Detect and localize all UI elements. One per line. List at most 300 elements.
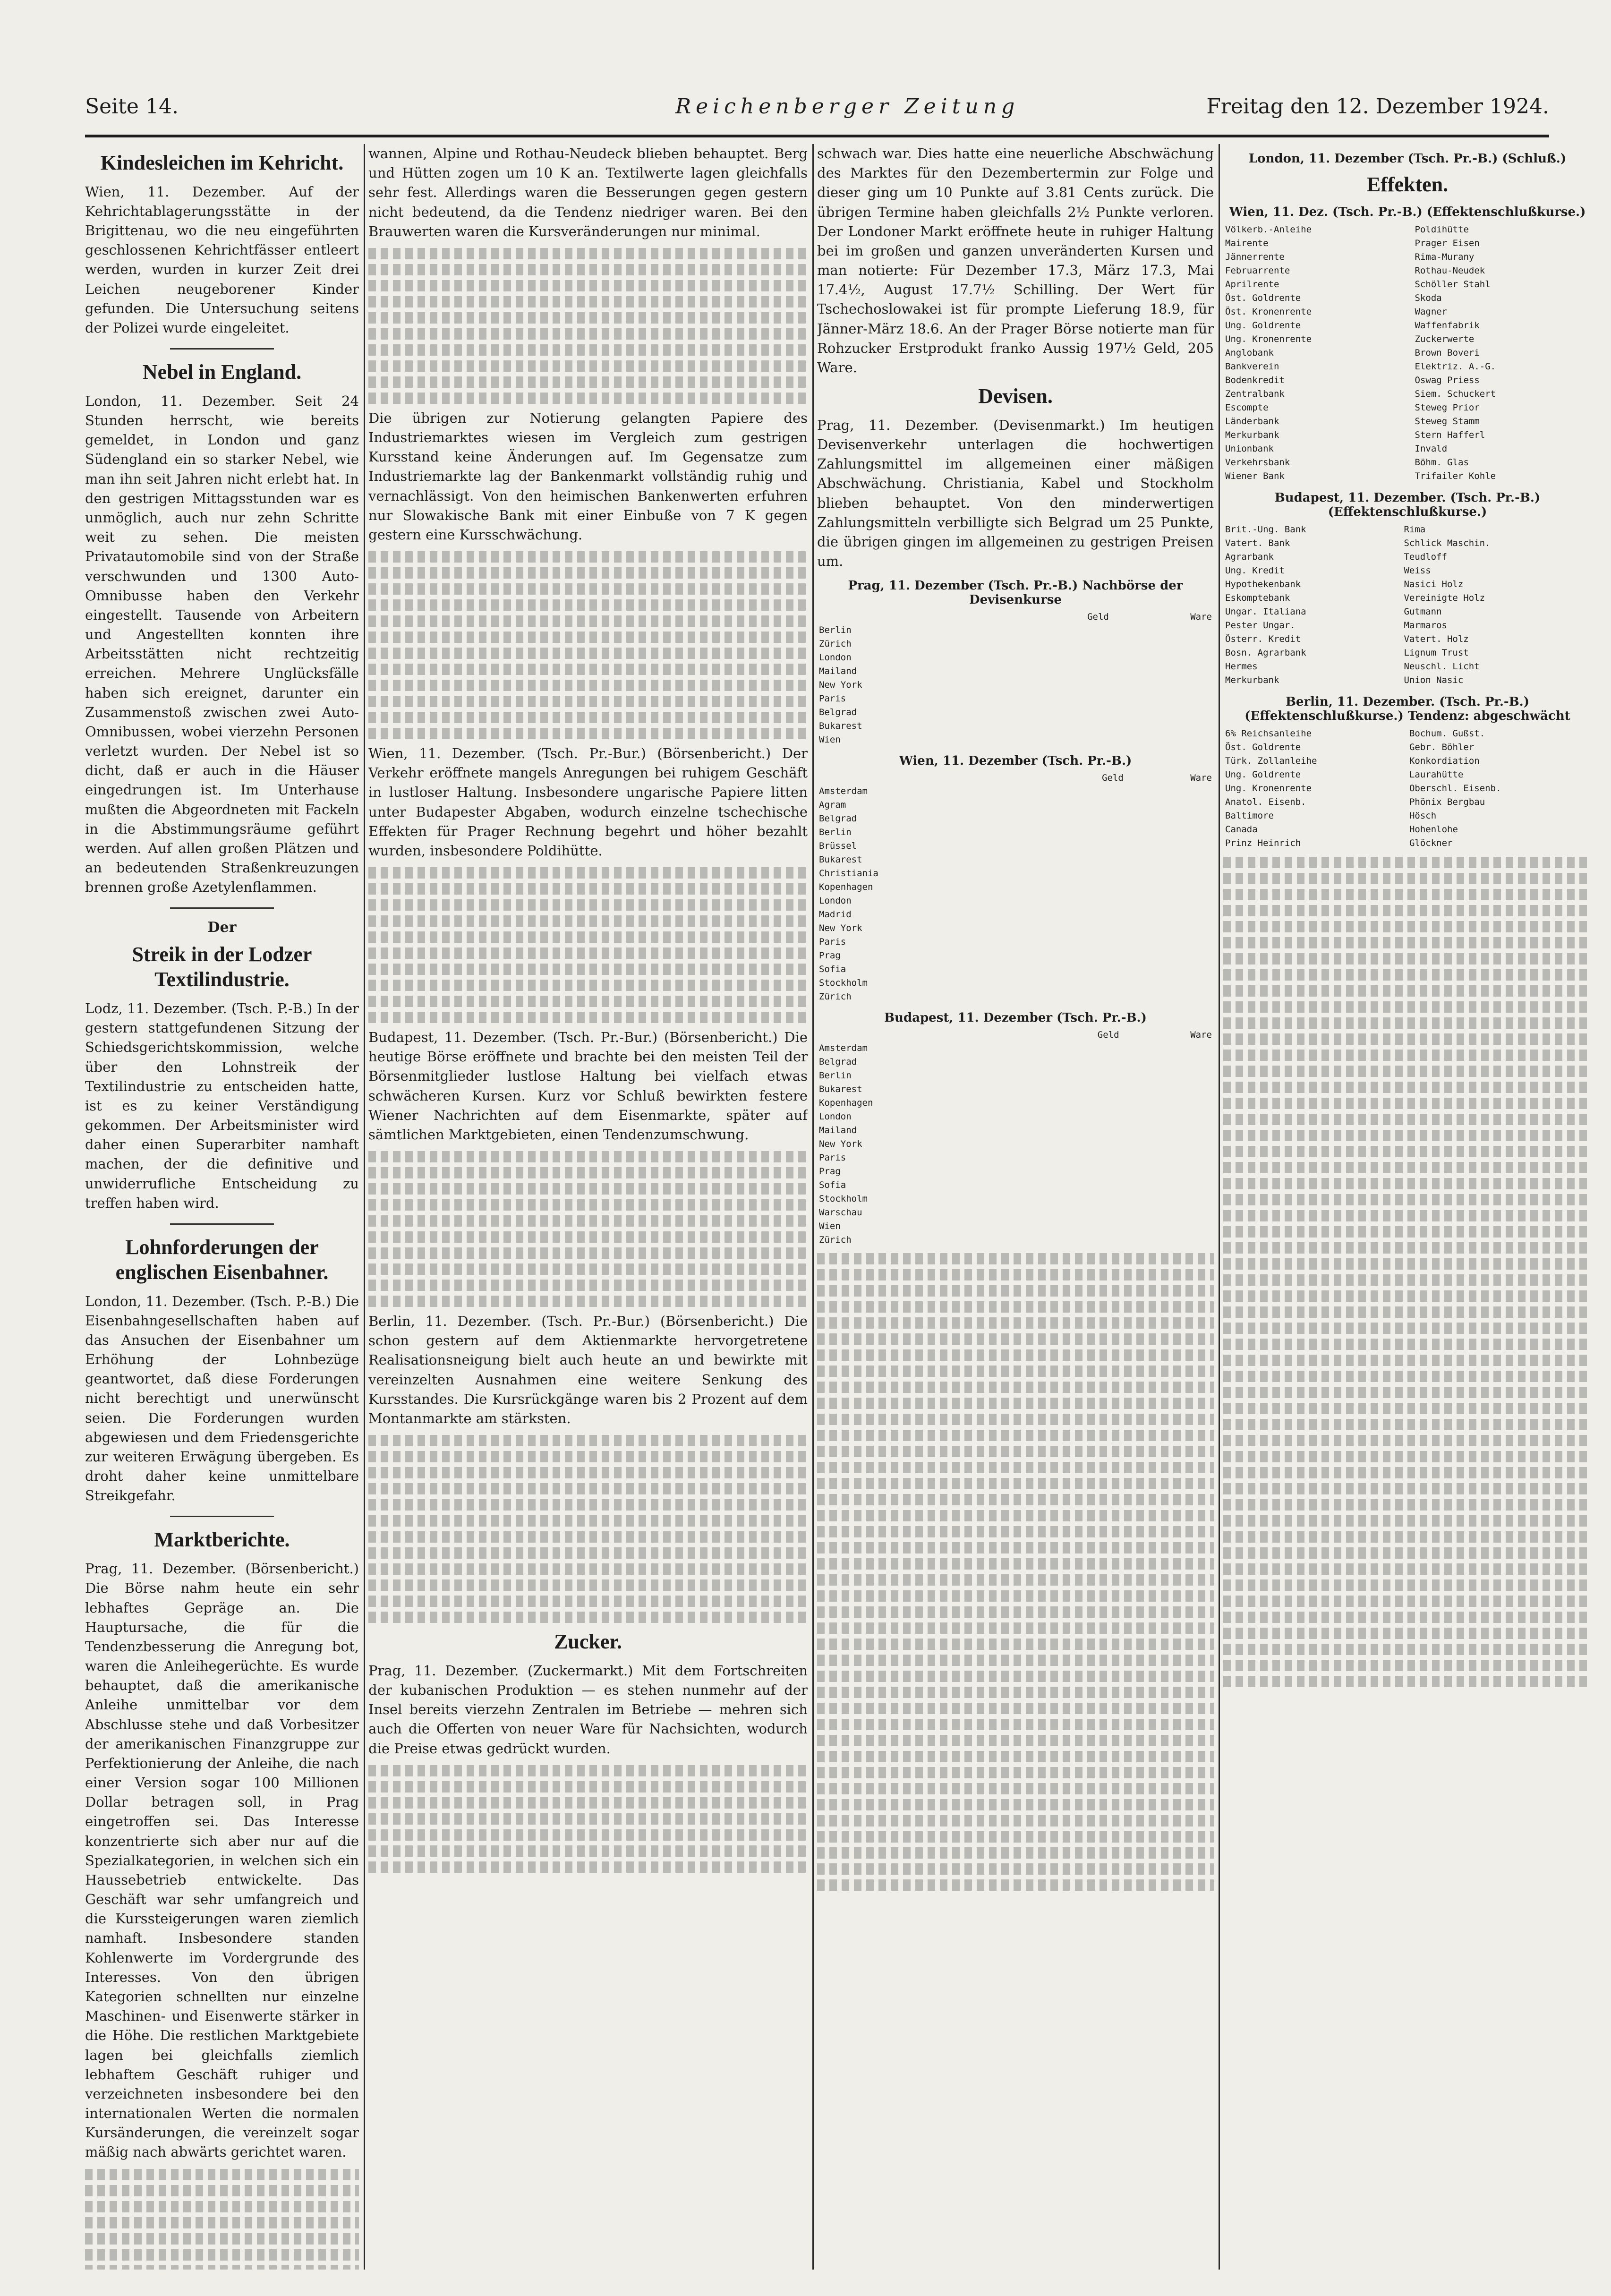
security-name: Steweg Prior	[1415, 402, 1480, 413]
table-row	[1223, 660, 1592, 674]
table-row	[817, 1192, 1214, 1205]
security-name: Konkordiation	[1409, 756, 1480, 767]
table-header-cell: Ware	[1190, 612, 1212, 623]
illegible-text-block	[368, 551, 808, 739]
security-name: Öst. Goldrente	[1225, 742, 1301, 753]
security-value	[1584, 564, 1592, 578]
security-value	[1585, 754, 1592, 768]
table-row	[1223, 305, 1592, 319]
security-name: Österr. Kredit	[1225, 634, 1301, 645]
ware-value	[1111, 650, 1214, 664]
security-name: Laurahütte	[1409, 769, 1464, 780]
security-name: Phönix Bergbau	[1409, 797, 1485, 808]
column-divider	[1219, 144, 1220, 2270]
table-title: Budapest, 11. Dezember. (Tsch. Pr.-B.) (Effektenschlußkurse.)	[1274, 490, 1541, 519]
ware-value	[1125, 894, 1214, 907]
table-row	[1223, 741, 1592, 754]
ware-value	[1111, 733, 1214, 746]
currency-name: Madrid	[819, 909, 852, 920]
geld-value	[1008, 678, 1111, 691]
security-value	[1584, 333, 1592, 346]
security-value	[1405, 360, 1413, 374]
security-value	[1584, 291, 1592, 305]
article-body: Die übrigen zur Notierung gelangten Papiere des Industriemarktes wiesen im Vergleich zum gestrigen Kursstand keine Änderungen auf. Im Gegensatze zum Industriemarkte lag der Bankenmarkt vollständig ruhig und vernachlässigt. Von den heimischen Bankenwerten erfuhren nur Slowakische Bank mit einer Einbuße von 7 K gegen gestern eine Kursschwächung.	[368, 410, 808, 543]
security-name: Skoda	[1415, 293, 1442, 304]
table-row	[817, 907, 1214, 921]
table-row	[1223, 428, 1592, 442]
security-name: Zuckerwerte	[1415, 334, 1475, 345]
table-row	[1223, 456, 1592, 469]
security-name: Rima-Murany	[1415, 252, 1475, 263]
illegible-table-block	[817, 1253, 1214, 1891]
table-header-cell: Geld	[1097, 1030, 1119, 1041]
security-name: Prager Eisen	[1415, 238, 1480, 249]
security-name: Lignum Trust	[1404, 648, 1469, 658]
security-value	[1394, 619, 1402, 632]
geld-value	[1008, 705, 1111, 719]
geld-value	[1037, 825, 1125, 839]
security-name: Oberschl. Eisenb.	[1409, 783, 1501, 794]
geld-value	[1008, 637, 1111, 650]
table-header-row	[817, 611, 1214, 623]
article-body: London, 11. Dezember. (Tsch. P.-B.) Die Eisenbahngesellschaften haben auf das Ansuchen der Eisenbahner um Erhöhung der Lohnbezüge geantwortet, daß diese Forderungen nicht berechtigt und unerwünscht seien. Die Forderungen wurden abgewiesen und dem Friedensgerichte zur weiteren Erwägung übergeben. Es droht daher keine unmittelbare Streikgefahr.	[85, 1293, 359, 1504]
column-2	[368, 144, 808, 2270]
ware-value	[1125, 880, 1214, 894]
currency-name: London	[819, 895, 852, 906]
geld-value	[1037, 907, 1125, 921]
security-value	[1394, 591, 1402, 605]
section-headline-zucker: Zucker.	[554, 1630, 622, 1654]
geld-value	[1028, 1233, 1121, 1246]
security-name: Jännerrente	[1225, 252, 1285, 263]
table-title: Berlin, 11. Dezember. (Tsch. Pr.-B.) (Effektenschlußkurse.) Tendenz: abgeschwächt	[1244, 694, 1570, 723]
security-value	[1585, 836, 1592, 850]
table-row	[817, 623, 1214, 637]
security-name: Hermes	[1225, 661, 1258, 672]
table-row	[1223, 333, 1592, 346]
table-header-cell: Geld	[1087, 612, 1109, 623]
security-value	[1405, 333, 1413, 346]
table-row	[817, 798, 1214, 811]
security-value	[1400, 768, 1407, 782]
ware-value	[1121, 1068, 1214, 1082]
geld-value	[1008, 691, 1111, 705]
security-name: Schöller Stahl	[1415, 279, 1491, 290]
geld-value	[1028, 1123, 1121, 1137]
currency-name: Berlin	[819, 827, 852, 837]
table-row	[1223, 278, 1592, 291]
table-row	[817, 962, 1214, 976]
geld-value	[1008, 733, 1111, 746]
security-name: Siem. Schuckert	[1415, 389, 1496, 400]
ware-value	[1125, 839, 1214, 853]
ware-value	[1125, 866, 1214, 880]
security-name: Stern Hafferl	[1415, 430, 1485, 441]
security-value	[1584, 578, 1592, 591]
security-value	[1584, 319, 1592, 333]
article-headline: Kindesleichen im Kehricht.	[100, 151, 344, 174]
security-name: Pester Ungar.	[1225, 620, 1296, 631]
currency-name: Paris	[819, 693, 846, 704]
security-name: Öst. Goldrente	[1225, 293, 1301, 304]
security-name: Invald	[1415, 444, 1448, 454]
table-row	[817, 1164, 1214, 1178]
security-name: Vatert. Bank	[1225, 538, 1290, 549]
security-value	[1394, 674, 1402, 687]
security-value	[1584, 442, 1592, 456]
ware-value	[1121, 1110, 1214, 1123]
security-value	[1584, 523, 1592, 537]
table-row	[817, 733, 1214, 746]
security-value	[1405, 442, 1413, 456]
security-value	[1394, 564, 1402, 578]
security-value	[1394, 550, 1402, 564]
security-value	[1584, 237, 1592, 250]
table-row	[1223, 360, 1592, 374]
table-row	[1223, 727, 1592, 741]
security-value	[1405, 401, 1413, 415]
table-row	[1223, 823, 1592, 836]
currency-name: Sofia	[819, 1179, 846, 1190]
ware-value	[1121, 1178, 1214, 1192]
security-name: Union Nasic	[1404, 675, 1464, 686]
article-body: Berlin, 11. Dezember. (Tsch. Pr.-Bur.) (Börsenbericht.) Die schon gestern auf dem Aktienmarkte hervorgetretene Realisationsneigung bielt auch heute an und bewirkte mit vereinzelten Ausnahmen eine weitere Senkung des Kursstandes. Die Kursrückgänge waren bis 2 Prozent auf dem Montanmarkte am stärksten.	[368, 1313, 808, 1426]
table-row	[1223, 523, 1592, 537]
table-row	[817, 866, 1214, 880]
security-value	[1584, 360, 1592, 374]
security-value	[1400, 836, 1407, 850]
security-value	[1585, 741, 1592, 754]
article-body: London, 11. Dezember. Seit 24 Stunden herrscht, wie bereits gemeldet, in London und ganz Südengland ein so starker Nebel, wie man ihn seit Jahren nicht erlebt hat. In den gestrigen Mittagsstunden war es unmöglich, auch nur zehn Schritte weit zu sehen. Die meisten Privatautomobile sind von der Straße verschwunden und 1300 Auto-Omnibusse haben den Verkehr eingestellt. Tausende von Arbeitern und Angestellten konnten ihre Arbeitsstätten nicht rechtzeitig erreichen. Mehrere Unglücksfälle haben sich ereignet, darunter ein Zusammenstoß zwischen zwei Auto-Omnibussen, wobei vierzehn Personen verletzt wurden. Der Nebel ist so dicht, daß er auch in die Häuser eingedrungen ist. Im Unterhause mußten die Abgeordneten mit Fackeln in die Abstimmungsräume geführt werden. Auf allen großen Plätzen und an bedeutenden Straßenkreuzungen brennen große Azetylenflammen.	[85, 393, 359, 896]
security-name: Vereinigte Holz	[1404, 593, 1485, 604]
table-row	[817, 880, 1214, 894]
ware-value	[1121, 1096, 1214, 1110]
security-name: Poldihütte	[1415, 224, 1469, 235]
article-body: Wien, 11. Dezember. Auf der Kehrichtablagerungsstätte in der Brigittenau, wo die neu eingeführten geschlossenen Kehrichtfässer entleert werden, wurden in kurzer Zeit drei Leichen neugeborener Kinder gefunden. Die Untersuchung seitens der Polizei wurde eingeleitet.	[85, 183, 359, 336]
security-name: Bosn. Agrarbank	[1225, 648, 1306, 658]
table-row	[817, 1219, 1214, 1233]
security-name: Rima	[1404, 524, 1426, 535]
table-row	[817, 1055, 1214, 1068]
exchange-rate-table	[817, 1029, 1214, 1246]
security-name: Canada	[1225, 824, 1258, 835]
security-value	[1394, 646, 1402, 660]
security-value	[1585, 809, 1592, 823]
security-name: Rothau-Neudek	[1415, 265, 1485, 276]
security-value	[1584, 250, 1592, 264]
table-row	[817, 948, 1214, 962]
geld-value	[1028, 1055, 1121, 1068]
currency-name: Paris	[819, 936, 846, 947]
article-body: Lodz, 11. Dezember. (Tsch. P.-B.) In der gestern stattgefundenen Sitzung der Schiedsgerichtskommission, welche über den Lohnstreik der Textilindustrie zu entscheiden hatte, ist es zu keiner Verständigung gekommen. Der Arbeitsminister wird daher einen Superarbiter namhaft machen, der die definitive und unwiderrufliche Entscheidung zu treffen haben wird.	[85, 1000, 359, 1211]
currency-name: Amsterdam	[819, 785, 868, 796]
ware-value	[1111, 678, 1214, 691]
geld-value	[1037, 798, 1125, 811]
currency-name: Agram	[819, 799, 846, 810]
table-row	[817, 935, 1214, 948]
security-name: Länderbank	[1225, 416, 1279, 427]
security-value	[1400, 809, 1407, 823]
geld-value	[1037, 866, 1125, 880]
ware-value	[1111, 637, 1214, 650]
currency-name: Mailand	[819, 666, 857, 676]
security-value	[1394, 605, 1402, 619]
security-name: Bankverein	[1225, 361, 1279, 372]
security-name: Escompte	[1225, 402, 1269, 413]
security-value	[1585, 768, 1592, 782]
geld-value	[1028, 1068, 1121, 1082]
table-row	[1223, 401, 1592, 415]
article-kicker: Der	[207, 919, 237, 936]
security-name: Neuschl. Licht	[1404, 661, 1480, 672]
currency-name: New York	[819, 1138, 862, 1149]
security-value	[1585, 727, 1592, 741]
security-value	[1394, 578, 1402, 591]
security-name: Aprilrente	[1225, 279, 1279, 290]
table-row	[817, 825, 1214, 839]
currency-name: Mailand	[819, 1125, 857, 1135]
security-value	[1584, 619, 1592, 632]
security-name: Trifailer Kohle	[1415, 471, 1496, 482]
table-title: Prag, 11. Dezember (Tsch. Pr.-B.) Nachbörse der Devisenkurse	[848, 579, 1183, 607]
ware-value	[1125, 853, 1214, 866]
security-name: Hösch	[1409, 811, 1437, 821]
security-value	[1585, 782, 1592, 795]
security-name: Glöckner	[1409, 838, 1453, 849]
geld-value	[1037, 880, 1125, 894]
security-name: Hypothekenbank	[1225, 579, 1301, 590]
geld-value	[1028, 1151, 1121, 1164]
security-value	[1584, 456, 1592, 469]
security-name: Februarrente	[1225, 265, 1290, 276]
table-header-cell: Ware	[1190, 773, 1212, 784]
security-name: Wiener Bank	[1225, 471, 1285, 482]
table-row	[1223, 537, 1592, 550]
illegible-text-block	[368, 248, 808, 404]
table-row	[817, 1123, 1214, 1137]
ware-value	[1121, 1041, 1214, 1055]
security-value	[1584, 537, 1592, 550]
security-name: Schlick Maschin.	[1404, 538, 1491, 549]
masthead-rule	[85, 135, 1549, 137]
currency-name: Brüssel	[819, 840, 857, 851]
security-value	[1400, 782, 1407, 795]
section-headline-devisen: Devisen.	[978, 384, 1053, 408]
currency-name: Belgrad	[819, 707, 857, 717]
article-body: Wien, 11. Dezember. (Tsch. Pr.-Bur.) (Börsenbericht.) Der Verkehr eröffnete mangels Anregungen bei ruhigem Geschäft in lustloser Haltung. Insbesondere ungarische Papiere litten unter Budapester Abgaben, wodurch einzelne tschechische Effekten für Prager Rechnung begehrt und höher bezahlt wurden, insbesondere Poldihütte.	[368, 745, 808, 859]
currency-name: Belgrad	[819, 1056, 857, 1067]
security-name: Steweg Stamm	[1415, 416, 1480, 427]
geld-value	[1037, 935, 1125, 948]
security-name: Türk. Zollanleihe	[1225, 756, 1317, 767]
security-value	[1405, 469, 1413, 483]
ware-value	[1121, 1082, 1214, 1096]
table-row	[1223, 223, 1592, 237]
table-row	[817, 839, 1214, 853]
security-value	[1405, 250, 1413, 264]
divider	[170, 1223, 274, 1225]
stock-table	[1223, 727, 1592, 850]
article-body: Prag, 11. Dezember. (Börsenbericht.) Die Börse nahm heute ein sehr lebhaftes Gepräge an. Die Hauptursache, die für die Tendenzbesserung die Anregung bot, waren die Anleihegerüchte. Es wurde behauptet, daß die amerikanische Anleihe unmittelbar vor dem Abschlusse stehe und daß Vorbesitzer der amerikanischen Finanzgruppe zur Perfektionierung der Anleihe, die nach einer Version sogar 100 Millionen Dollar betragen soll, in Prag eingetroffen sei. Das Interesse konzentrierte sich aber nur auf die Spezialkategorien, in welchen sich ein Haussebetrieb entwickelte. Das Geschäft war sehr umfangreich und die Kurssteigerungen waren ziemlich namhaft. Insbesondere standen Kohlenwerte im Vordergrunde des Interesses. Von den übrigen Kategorien schnellten nur einzelne Maschinen- und Eisenwerte stärker in die Höhe. Die restlichen Marktgebiete lagen bei gleichfalls ziemlich lebhaftem Geschäft ruhiger und verzeichneten insbesondere bei den internationalen Werten die normalen Kursänderungen, die vereinzelt sogar mäßig nach abwärts gerichtet waren.	[85, 1561, 359, 2160]
security-name: Öst. Kronenrente	[1225, 307, 1312, 317]
geld-value	[1028, 1082, 1121, 1096]
issue-date: Freitag den 12. Dezember 1924.	[1206, 94, 1549, 119]
stock-table	[1223, 223, 1592, 483]
exchange-rate-table	[817, 611, 1214, 746]
ware-value	[1111, 719, 1214, 733]
geld-value	[1008, 664, 1111, 678]
security-value	[1400, 795, 1407, 809]
currency-name: Zürich	[819, 638, 852, 649]
table-row	[817, 1233, 1214, 1246]
currency-name: Bukarest	[819, 1084, 862, 1094]
currency-name: Wien	[819, 1221, 841, 1231]
table-row	[817, 1068, 1214, 1082]
currency-name: London	[819, 652, 852, 663]
security-value	[1584, 401, 1592, 415]
ware-value	[1111, 705, 1214, 719]
security-value	[1400, 823, 1407, 836]
table-row	[1223, 319, 1592, 333]
illegible-text-block	[368, 1765, 808, 1873]
table-row	[1223, 550, 1592, 564]
table-row	[817, 678, 1214, 691]
table-row	[1223, 374, 1592, 387]
security-value	[1405, 387, 1413, 401]
security-value	[1584, 387, 1592, 401]
table-row	[1223, 264, 1592, 278]
security-name: Ung. Goldrente	[1225, 320, 1301, 331]
security-value	[1400, 754, 1407, 768]
security-value	[1584, 591, 1592, 605]
currency-name: Sofia	[819, 964, 846, 974]
currency-name: Wien	[819, 734, 841, 745]
table-row	[817, 853, 1214, 866]
table-row	[1223, 237, 1592, 250]
geld-value	[1008, 719, 1111, 733]
security-name: Ung. Kredit	[1225, 565, 1285, 576]
security-value	[1584, 415, 1592, 428]
security-name: Verkehrsbank	[1225, 457, 1290, 468]
security-value	[1394, 523, 1402, 537]
table-header-cell	[817, 772, 1037, 784]
security-value	[1584, 305, 1592, 319]
table-row	[817, 990, 1214, 1003]
table-row	[1223, 591, 1592, 605]
table-row	[1223, 291, 1592, 305]
security-value	[1405, 305, 1413, 319]
column-divider	[812, 144, 814, 2270]
article-body: schwach war. Dies hatte eine neuerliche Abschwächung des Marktes für den Dezembertermin zur Folge und dieser ging um 10 Punkte auf 3.81 Cents zurück. Die übrigen Termine haben gleichfalls 2½ Punkte verloren. Der Londoner Markt eröffnete heute in ruhiger Haltung bei im großen und ganzen unveränderten Kursen und man notierte: Für Dezember 17.3, März 17.3, Mai 17.4½, August 17.7½ Schilling. Der Wert für Tschechoslowakei ist für prompte Lieferung 18.9, für Jänner-März 18.6. An der Prager Börse notierte man für Rohzucker Erstprodukt franko Aussig 197½ Geld, 205 Ware.	[817, 145, 1214, 376]
currency-name: Kopenhagen	[819, 1097, 873, 1108]
table-row	[1223, 578, 1592, 591]
table-row	[1223, 250, 1592, 264]
security-name: Hohenlohe	[1409, 824, 1458, 835]
geld-value	[1037, 990, 1125, 1003]
security-value	[1405, 291, 1413, 305]
currency-name: Stockholm	[819, 977, 868, 988]
ware-value	[1125, 935, 1214, 948]
table-row	[1223, 564, 1592, 578]
geld-value	[1028, 1137, 1121, 1151]
security-value	[1584, 660, 1592, 674]
geld-value	[1037, 976, 1125, 990]
ware-value	[1125, 798, 1214, 811]
security-value	[1405, 264, 1413, 278]
illegible-text-block	[85, 2169, 359, 2270]
security-name: Merkurbank	[1225, 675, 1279, 686]
security-value	[1405, 415, 1413, 428]
table-row	[817, 921, 1214, 935]
table-row	[1223, 469, 1592, 483]
column-4	[1223, 144, 1592, 2270]
security-name: 6% Reichsanleihe	[1225, 728, 1312, 739]
table-row	[817, 811, 1214, 825]
table-row	[817, 1178, 1214, 1192]
table-row	[817, 1110, 1214, 1123]
table-row	[1223, 646, 1592, 660]
security-name: Gutmann	[1404, 606, 1442, 617]
security-value	[1394, 537, 1402, 550]
ware-value	[1125, 962, 1214, 976]
security-name: Böhm. Glas	[1415, 457, 1469, 468]
security-name: Wagner	[1415, 307, 1448, 317]
security-value	[1405, 374, 1413, 387]
currency-name: Prag	[819, 1166, 841, 1177]
table-row	[817, 1082, 1214, 1096]
currency-name: Zürich	[819, 991, 852, 1002]
ware-value	[1121, 1164, 1214, 1178]
currency-name: New York	[819, 679, 862, 690]
security-name: Mairente	[1225, 238, 1269, 249]
table-row	[1223, 754, 1592, 768]
table-row	[817, 1151, 1214, 1164]
currency-name: Paris	[819, 1152, 846, 1163]
security-value	[1584, 646, 1592, 660]
security-value	[1584, 223, 1592, 237]
table-row	[817, 691, 1214, 705]
geld-value	[1028, 1178, 1121, 1192]
security-name: Weiss	[1404, 565, 1431, 576]
column-divider	[364, 144, 365, 2270]
security-name: Gebr. Böhler	[1409, 742, 1475, 753]
security-name: Prinz Heinrich	[1225, 838, 1301, 849]
article-body: wannen, Alpine und Rothau-Neudeck blieben behauptet. Berg und Hütten zogen um 10 K an. Textilwerte lagen gleichfalls sehr fest. Allerdings waren die Besserungen gegen gestern nicht bedeutend, da die Tendenz niedriger waren. Bei den Brauwerten waren die Kursveränderungen nur minimal.	[368, 145, 808, 239]
security-value	[1585, 823, 1592, 836]
ware-value	[1121, 1151, 1214, 1164]
table-title: Wien, 11. Dezember (Tsch. Pr.-B.)	[899, 754, 1132, 768]
security-name: Nasici Holz	[1404, 579, 1464, 590]
currency-name: Bukarest	[819, 854, 862, 865]
security-value	[1400, 741, 1407, 754]
currency-name: London	[819, 1111, 852, 1122]
security-value	[1584, 469, 1592, 483]
security-name: Ungar. Italiana	[1225, 606, 1306, 617]
ware-value	[1121, 1233, 1214, 1246]
security-name: Agrarbank	[1225, 552, 1274, 563]
geld-value	[1028, 1096, 1121, 1110]
geld-value	[1037, 784, 1125, 798]
table-row	[817, 784, 1214, 798]
ware-value	[1125, 907, 1214, 921]
security-name: Brit.-Ung. Bank	[1225, 524, 1306, 535]
currency-name: New York	[819, 922, 862, 933]
geld-value	[1037, 811, 1125, 825]
table-row	[817, 894, 1214, 907]
illegible-text-block	[368, 1435, 808, 1623]
security-value	[1405, 346, 1413, 360]
currency-name: Warschau	[819, 1207, 862, 1218]
